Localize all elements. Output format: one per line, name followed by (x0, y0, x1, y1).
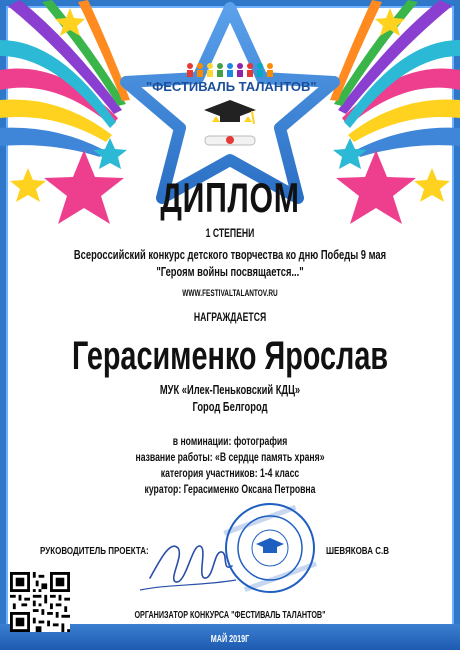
date-label: МАЙ 2019Г (210, 634, 250, 645)
yellow-star-left (10, 168, 46, 202)
work-title: название работы: «В сердце память храня» (135, 450, 325, 464)
round-stamp (223, 504, 317, 592)
contest-line-2: "Героям войны посвящается..." (156, 264, 304, 279)
leader-name: ШЕВЯКОВА С.В (326, 546, 389, 557)
organizer-label: ОРГАНИЗАТОР КОНКУРСА "ФЕСТИВАЛЬ ТАЛАНТОВ" (134, 610, 326, 621)
logo-text: "ФЕСТИВАЛЬ ТАЛАНТОВ" (146, 79, 317, 94)
recipient-name: Герасименко Ярослав (71, 334, 389, 378)
diploma-scroll-icon (205, 136, 255, 145)
website-link[interactable]: WWW.FESTIVALTALANTOV.RU (182, 288, 278, 298)
diploma-degree: 1 СТЕПЕНИ (205, 226, 255, 240)
signature-underline (140, 580, 236, 590)
children-figures-icon (187, 63, 273, 77)
signature-scribble (150, 546, 232, 582)
diploma-title: ДИПЛОМ (160, 174, 300, 221)
blue-star-left (93, 138, 127, 169)
yellow-star-right (414, 168, 450, 202)
qr-code (10, 572, 70, 632)
city: Город Белгород (192, 399, 268, 414)
leader-label: РУКОВОДИТЕЛЬ ПРОЕКТА: (40, 546, 149, 557)
contest-line-1: Всероссийский конкурс детского творчества ко дню Победы 9 мая (73, 247, 387, 262)
awarded-label: НАГРАЖДАЕТСЯ (193, 310, 267, 324)
nomination: в номинации: фотография (172, 434, 288, 448)
organization: МУК «Илек-Пеньковский КДЦ» (159, 382, 301, 397)
blue-star-right (333, 138, 367, 169)
participant-category: категория участников: 1-4 класс (160, 466, 300, 480)
curator: куратор: Герасименко Оксана Петровна (144, 482, 316, 496)
